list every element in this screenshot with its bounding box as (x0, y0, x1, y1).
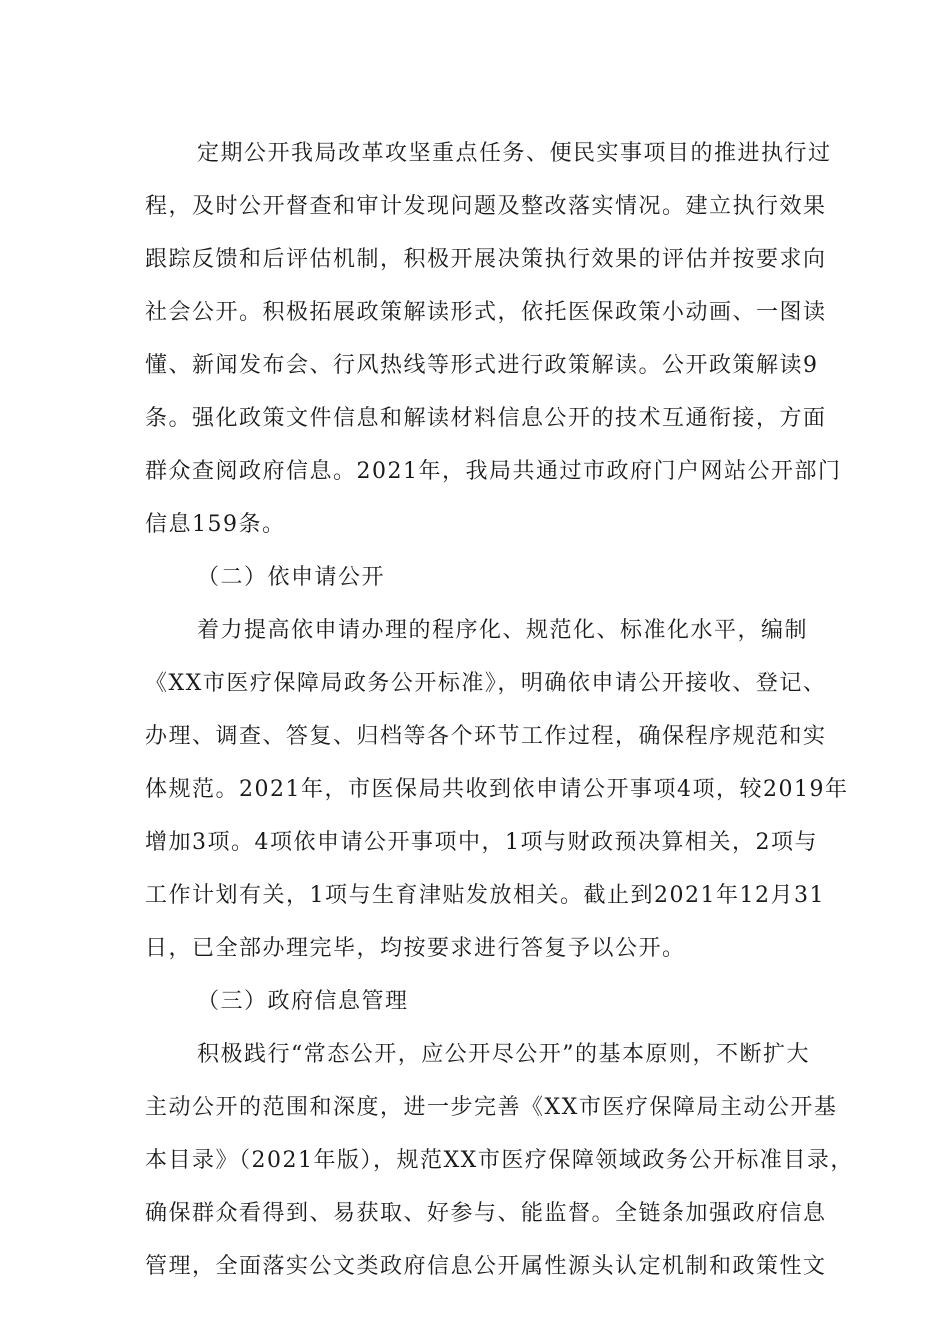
paragraph-line: 懂、新闻发布会、行风热线等形式进行政策解读。公开政策解读9 (145, 353, 819, 378)
paragraph-line: 主动公开的范围和深度，进一步完善《XX市医疗保障局主动公开基 (145, 1095, 838, 1120)
paragraph-line: 增加3项。4项依申请公开事项中，1项与财政预决算相关，2项与 (145, 830, 818, 855)
paragraph-line: 程，及时公开督查和审计发现问题及整改落实情况。建立执行效果 (145, 194, 827, 219)
paragraph-line: 条。强化政策文件信息和解读材料信息公开的技术互通衔接，方面 (145, 406, 827, 431)
paragraph-line: 定期公开我局改革攻坚重点任务、便民实事项目的推进执行过 (197, 141, 832, 166)
paragraph-line: 《XX市医疗保障局政务公开标准》，明确依申请公开接收、登记、 (145, 671, 827, 696)
paragraph-line: 跟踪反馈和后评估机制，积极开展决策执行效果的评估并按要求向 (145, 247, 827, 272)
section-heading-apply-disclosure: （二）依申请公开 (197, 565, 386, 590)
paragraph-line: 积极践行“常态公开，应公开尽公开”的基本原则，不断扩大 (197, 1042, 810, 1067)
paragraph-line: 办理、调查、答复、归档等各个环节工作过程，确保程序规范和实 (145, 724, 827, 749)
paragraph-line: 群众查阅政府信息。2021年，我局共通过市政府门户网站公开部门 (145, 459, 842, 484)
paragraph-line: 管理，全面落实公文类政府信息公开属性源头认定机制和政策性文 (145, 1254, 827, 1279)
paragraph-line: 着力提高依申请办理的程序化、规范化、标准化水平，编制 (197, 618, 809, 643)
paragraph-line: 确保群众看得到、易获取、好参与、能监督。全链条加强政府信息 (145, 1201, 827, 1226)
document-body (145, 127, 854, 1293)
section-heading-info-management: （三）政府信息管理 (197, 989, 409, 1014)
paragraph-line: 体规范。2021年，市医保局共收到依申请公开事项4项，较2019年 (145, 777, 849, 802)
paragraph-line: 信息159条。 (145, 512, 286, 537)
paragraph-line: 工作计划有关，1项与生育津贴发放相关。截止到2021年12月31 (145, 883, 825, 908)
paragraph-line: 日，已全部办理完毕，均按要求进行答复予以公开。 (145, 936, 686, 961)
paragraph-line: 社会公开。积极拓展政策解读形式，依托医保政策小动画、一图读 (145, 300, 827, 325)
paragraph-line: 本目录》（2021年版），规范XX市医疗保障领域政务公开标准目录， (145, 1148, 854, 1173)
